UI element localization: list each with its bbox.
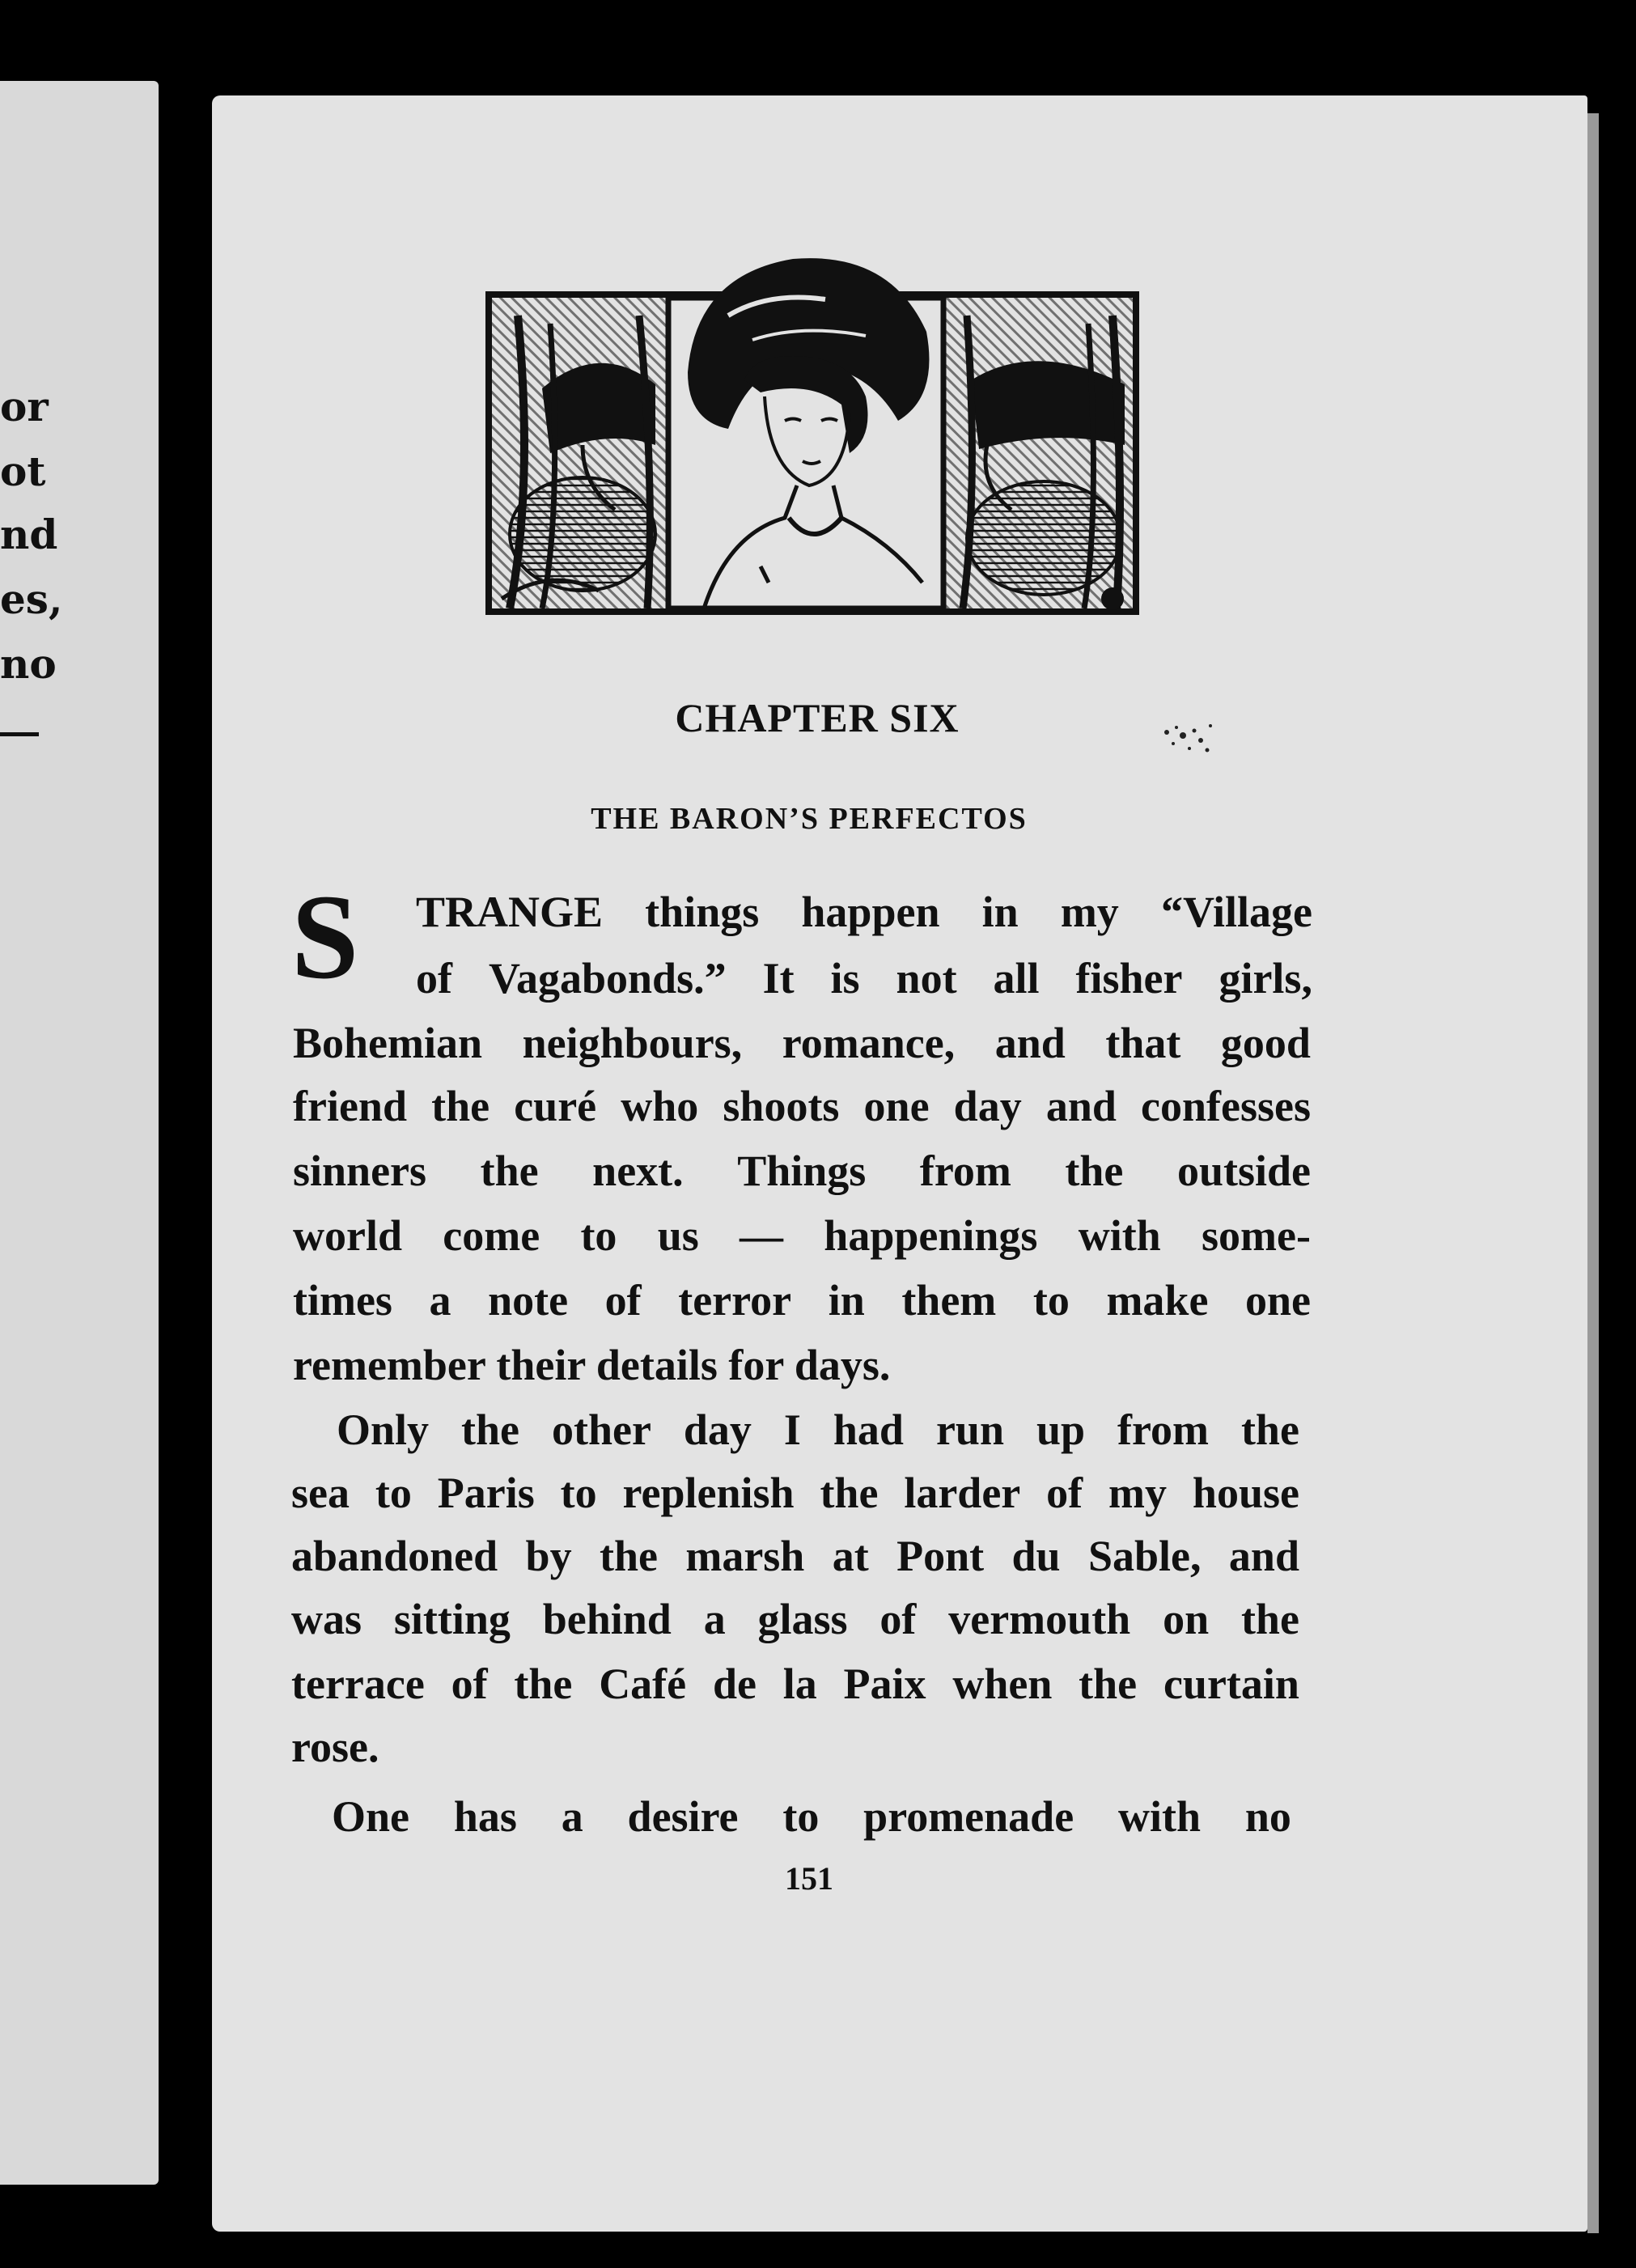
word: the <box>431 1082 490 1130</box>
word: TRANGE <box>416 888 604 936</box>
word: at <box>832 1532 869 1580</box>
word: replenish <box>622 1469 795 1517</box>
word: make <box>1106 1276 1209 1325</box>
word: and <box>1228 1532 1299 1580</box>
word: some- <box>1201 1211 1311 1260</box>
word: friend <box>293 1082 407 1130</box>
word: Paix <box>843 1660 926 1708</box>
word: run <box>935 1405 1004 1454</box>
word: with <box>1078 1211 1161 1260</box>
text-line <box>293 1084 1311 1128</box>
page-number: 151 <box>785 1860 833 1897</box>
word: of <box>879 1595 917 1643</box>
word: the <box>599 1532 658 1580</box>
word: no <box>1244 1792 1291 1841</box>
portrait-panel <box>668 258 943 608</box>
word: the <box>1240 1405 1299 1454</box>
word: outside <box>1176 1147 1311 1195</box>
word: Café <box>599 1660 687 1708</box>
word: confesses <box>1141 1082 1311 1130</box>
word: terror <box>678 1276 792 1325</box>
word: to <box>782 1792 820 1841</box>
word: Vagabonds.” <box>488 954 727 1003</box>
text-line <box>416 890 1312 934</box>
previous-page-fragment: ot <box>0 447 46 495</box>
word: note <box>488 1276 569 1325</box>
text-line <box>293 1149 1311 1193</box>
word: remember their details for days. <box>293 1341 891 1389</box>
word: One <box>332 1792 410 1841</box>
word: other <box>551 1405 651 1454</box>
word: de <box>712 1660 757 1708</box>
word: my <box>1060 888 1119 936</box>
headpiece-illustration <box>485 243 1139 615</box>
text-line <box>291 1471 1299 1515</box>
word: It <box>762 954 795 1003</box>
word: vermouth <box>948 1595 1131 1643</box>
word: Paris <box>437 1469 535 1517</box>
word: has <box>453 1792 517 1841</box>
word: desire <box>627 1792 739 1841</box>
word: neighbours, <box>522 1019 743 1067</box>
word: the <box>461 1405 519 1454</box>
word: one <box>1245 1276 1311 1325</box>
word: house <box>1192 1469 1299 1517</box>
previous-page-fragment: nd <box>0 511 58 558</box>
word: not <box>896 954 957 1003</box>
text-line <box>291 1534 1299 1578</box>
word: a <box>561 1792 583 1841</box>
word: “Village <box>1160 888 1312 936</box>
word: I <box>783 1405 801 1454</box>
word: the <box>1240 1595 1299 1643</box>
word: all <box>993 954 1040 1003</box>
word: a <box>429 1276 451 1325</box>
word: was <box>291 1595 362 1643</box>
word: things <box>645 888 760 936</box>
word: to <box>580 1211 617 1260</box>
word: to <box>375 1469 412 1517</box>
word: in <box>981 888 1019 936</box>
text-line <box>337 1405 1299 1454</box>
word: next. <box>592 1147 684 1195</box>
previous-page-fragment: or <box>0 383 49 430</box>
word: the <box>514 1660 573 1708</box>
word: that <box>1105 1019 1181 1067</box>
word: curtain <box>1163 1660 1299 1708</box>
word: — <box>740 1211 784 1260</box>
word: a <box>703 1595 726 1643</box>
previous-page-fragment: no <box>0 640 57 688</box>
word: day <box>683 1405 752 1454</box>
word: the <box>1079 1660 1138 1708</box>
word: to <box>560 1469 597 1517</box>
text-line <box>416 954 1312 1003</box>
word: come <box>443 1211 540 1260</box>
word: of <box>451 1660 488 1708</box>
right-landscape-panel <box>943 298 1133 610</box>
word: behind <box>542 1595 672 1643</box>
previous-page-fragment: es, <box>0 575 63 623</box>
word: with <box>1118 1792 1202 1841</box>
word: to <box>1032 1276 1070 1325</box>
word: Bohemian <box>293 1019 483 1067</box>
word: times <box>293 1276 392 1325</box>
word: is <box>830 954 860 1003</box>
text-line <box>291 1725 615 1769</box>
word: romance, <box>782 1019 956 1067</box>
text-line <box>291 1662 1299 1706</box>
word: marsh <box>685 1532 805 1580</box>
word: curé <box>514 1082 597 1130</box>
word: the <box>820 1469 879 1517</box>
chapter-subtitle: THE BARON’S PERFECTOS <box>591 802 1028 836</box>
word: rose. <box>291 1723 379 1771</box>
previous-page-edge <box>0 81 159 2185</box>
word: one <box>863 1082 930 1130</box>
word: Only <box>337 1405 430 1454</box>
word: on <box>1163 1595 1210 1643</box>
word: sitting <box>393 1595 511 1643</box>
word: had <box>833 1405 904 1454</box>
word: glass <box>757 1595 848 1643</box>
word: Pont <box>896 1532 985 1580</box>
text-line <box>293 1211 1311 1260</box>
word: Sable, <box>1087 1532 1202 1580</box>
word: and <box>994 1019 1066 1067</box>
word: girls, <box>1219 954 1312 1003</box>
word: of <box>604 1276 642 1325</box>
word: sea <box>291 1469 350 1517</box>
word: sinners <box>293 1147 427 1195</box>
drop-cap: S <box>291 870 359 1004</box>
word: happen <box>801 888 940 936</box>
word: shoots <box>723 1082 840 1130</box>
word: from <box>919 1147 1011 1195</box>
chapter-title: CHAPTER SIX <box>675 695 960 740</box>
text-line <box>293 1276 1311 1325</box>
word: good <box>1220 1019 1311 1067</box>
word: them <box>901 1276 997 1325</box>
word: du <box>1011 1532 1061 1580</box>
word: Things <box>737 1147 867 1195</box>
page-edge-shadow <box>1587 113 1599 2233</box>
word: and <box>1045 1082 1117 1130</box>
text-line <box>291 1597 1299 1641</box>
word: day <box>953 1082 1022 1130</box>
word: fisher <box>1075 954 1183 1003</box>
word: up <box>1036 1405 1086 1454</box>
text-line <box>293 1021 1311 1065</box>
word: happenings <box>824 1211 1038 1260</box>
word: larder <box>904 1469 1021 1517</box>
word: promenade <box>863 1792 1074 1841</box>
word: la <box>782 1660 817 1708</box>
word: terrace <box>291 1660 425 1708</box>
word: world <box>293 1211 402 1260</box>
word: the <box>1065 1147 1124 1195</box>
word: who <box>621 1082 699 1130</box>
word: the <box>480 1147 539 1195</box>
text-line <box>332 1792 1291 1841</box>
word: abandoned <box>291 1532 498 1580</box>
previous-page-rule <box>0 732 39 736</box>
word: us <box>657 1211 699 1260</box>
word: of <box>416 954 452 1003</box>
left-landscape-panel <box>492 298 668 608</box>
word: in <box>828 1276 865 1325</box>
word: from <box>1117 1405 1209 1454</box>
word: when <box>952 1660 1053 1708</box>
word: of <box>1046 1469 1083 1517</box>
word: by <box>525 1532 572 1580</box>
ink-speckle <box>1159 716 1223 765</box>
text-line <box>293 1343 1311 1387</box>
word: my <box>1108 1469 1168 1517</box>
